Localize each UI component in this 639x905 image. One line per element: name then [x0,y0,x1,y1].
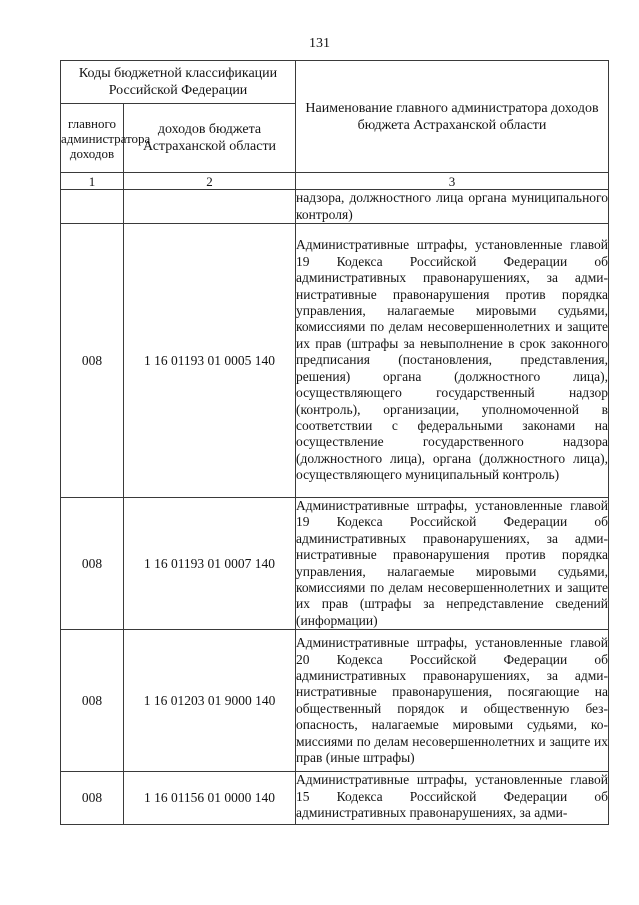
income-code: 1 16 01193 01 0007 140 [124,498,296,630]
income-name-cell [296,772,609,825]
page-number: 131 [309,36,330,51]
header-row [61,61,609,104]
header-group-title: Коды бюджетной классификации Российской Федерации [61,61,296,104]
table-row [61,772,609,825]
header-col3-title: Наименование главного администратора доходов бюджета Астраханской области [296,61,609,173]
income-code: 1 16 01193 01 0005 140 [124,224,296,498]
column-number: 2 [124,173,296,190]
table-row [61,630,609,772]
column-number: 3 [296,173,609,190]
admin-code [61,190,124,224]
income-code: 1 16 01203 01 9000 140 [124,630,296,772]
admin-code: 008 [61,498,124,630]
table-row [61,224,609,498]
income-code [124,190,296,224]
income-name: Административные штрафы, установленные главой 19 Кодекса Российской Федерации об административных правонарушениях, за административные правонарушения против порядка управления, налагаемые мировыми судьями, комиссиями по делам несовершеннолетних и защите их прав (штрафы за непредставление сведений (информации) [296,498,609,628]
admin-code: 008 [61,630,124,772]
table-row [61,190,609,224]
income-name: Административные штрафы, установленные главой 15 Кодекса Российской Федерации об административных правонарушениях, за адми- [296,772,609,821]
income-name: Административные штрафы, установленные главой 19 Кодекса Российской Федерации об административных правонарушениях, за административные правонарушения против порядка управления, налагаемые мировыми судьями, комиссиями по делам несовершеннолетних и защите их прав (штрафы за невыполнение в срок законного предписания (постановления, представления, решения) органа (должностного лица), осуществляющего государственный надзор (контроль), организации, уполномоченной в соответствии с федеральными законами на осуществление государственного надзора (должностного лица), органа (должностного лица), осуществляющего муниципальный контроль) [296,224,609,498]
admin-code: 008 [61,224,124,498]
income-name: надзора, должностного лица органа муниципального контроля) [296,190,609,222]
income-code: 1 16 01156 01 0000 140 [124,772,296,825]
header-col2-title: доходов бюджета Астраханской области [124,104,296,173]
column-number-row [61,173,609,190]
admin-code: 008 [61,772,124,825]
header-col1-title: главного администратора доходов [61,104,124,173]
column-number: 1 [61,173,124,190]
table-row [61,498,609,630]
budget-classification-table [60,60,609,825]
income-name: Административные штрафы, установленные главой 20 Кодекса Российской Федерации об административных правонарушениях, за административные правонарушения, посягающие на общественный порядок и общественную безопасность, налагаемые мировыми судьями, комиссиями по делам несовершеннолетних и защите их прав (иные штрафы) [296,630,609,772]
